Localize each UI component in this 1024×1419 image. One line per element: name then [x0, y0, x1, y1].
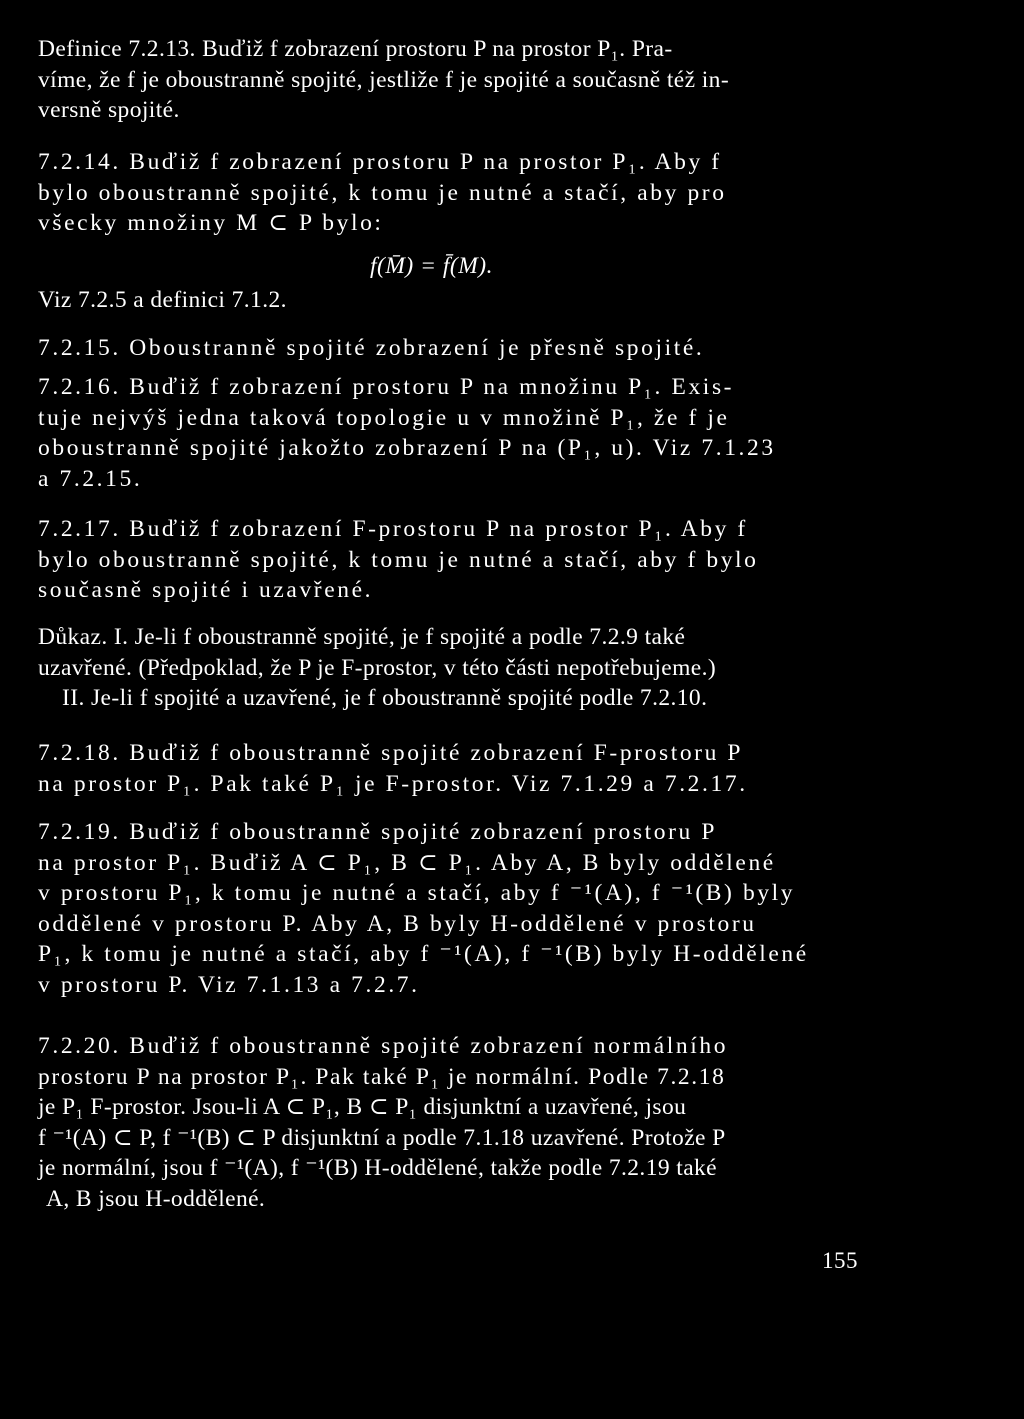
text-line: 7.2.15. Oboustranně spojité zobrazení je přesně spojité. — [38, 335, 705, 361]
text-line: bylo oboustranně spojité, k tomu je nutné a stačí, aby f bylo — [38, 546, 759, 573]
text-line: na prostor P₁. Pak také P₁ je F-prostor. Viz 7.1.29 a 7.2.17. — [38, 770, 748, 797]
text-line: f ⁻¹(A) ⊂ P, f ⁻¹(B) ⊂ P disjunktní a podle 7.1.18 uzavřené. Protože P — [38, 1124, 726, 1151]
theorem-7-2-16 — [38, 372, 866, 494]
text-line: v prostoru P₁, k tomu je nutné a stačí, aby f ⁻¹(A), f ⁻¹(B) byly — [38, 880, 796, 906]
text-line: II. Je-li f spojité a uzavřené, je f oboustranně spojité podle 7.2.10. — [62, 685, 708, 711]
proof-7-2-17 — [38, 622, 866, 714]
text-line: versně spojité. — [38, 97, 180, 123]
text-line: všecky množiny M ⊂ P bylo: — [38, 210, 384, 236]
text-line: oddělené v prostoru P. Aby A, B byly H-oddělené v prostoru — [38, 910, 757, 937]
page-number: 155 — [822, 1248, 858, 1273]
definition-7-2-13 — [38, 34, 866, 126]
theorem-7-2-15 — [38, 333, 866, 364]
text-line: 7.2.17. Buďiž f zobrazení F-prostoru P na prostor P₁. Aby f — [38, 516, 748, 542]
text-line: P₁, k tomu je nutné a stačí, aby f ⁻¹(A), f ⁻¹(B) byly H-oddělené — [38, 941, 809, 967]
text-line: a 7.2.15. — [38, 465, 143, 492]
text-line: je normální, jsou f ⁻¹(A), f ⁻¹(B) H-oddělené, takže podle 7.2.19 také — [38, 1155, 718, 1181]
text-line: na prostor P₁. Buďiž A ⊂ P₁, B ⊂ P₁. Aby A, B byly oddělené — [38, 849, 776, 876]
text-line: 7.2.19. Buďiž f oboustranně spojité zobrazení prostoru P — [38, 819, 717, 845]
text-line: víme, že f je oboustranně spojité, jestliže f je spojité a současně též in- — [38, 66, 730, 93]
text-line: oboustranně spojité jakožto zobrazení P na (P₁, u). Viz 7.1.23 — [38, 435, 776, 461]
text-line: uzavřené. (Předpoklad, že P je F-prostor, v této části nepotřebujeme.) — [38, 654, 717, 681]
theorem-7-2-14 — [38, 147, 866, 239]
text-line: bylo oboustranně spojité, k tomu je nutné a stačí, aby pro — [38, 179, 727, 206]
theorem-7-2-20 — [38, 1031, 866, 1214]
reference-7-2-14 — [38, 285, 866, 316]
text-line: současně spojité i uzavřené. — [38, 577, 374, 603]
text-line: 7.2.14. Buďiž f zobrazení prostoru P na prostor P₁. Aby f — [38, 149, 722, 175]
text-line: Viz 7.2.5 a definici 7.1.2. — [38, 287, 287, 313]
text-line: 7.2.18. Buďiž f oboustranně spojité zobrazení F-prostoru P — [38, 740, 744, 766]
text-line: tuje nejvýš jedna taková topologie u v množině P₁, že f je — [38, 404, 730, 431]
text-line: Důkaz. I. Je-li f oboustranně spojité, je f spojité a podle 7.2.9 také — [38, 624, 686, 650]
text-line: je P₁ F-prostor. Jsou-li A ⊂ P₁, B ⊂ P₁ disjunktní a uzavřené, jsou — [38, 1094, 687, 1120]
theorem-7-2-19 — [38, 817, 866, 1000]
theorem-7-2-17 — [38, 514, 866, 606]
text-line: A, B jsou H-oddělené. — [46, 1185, 266, 1212]
formula: f(M̄) = f̄(M). — [370, 253, 493, 279]
text-line: 7.2.20. Buďiž f oboustranně spojité zobrazení normálního — [38, 1033, 729, 1059]
theorem-7-2-18 — [38, 738, 866, 799]
text-line: Definice 7.2.13. Buďiž f zobrazení prostoru P na prostor P₁. Pra- — [38, 36, 673, 62]
text-line: prostoru P na prostor P₁. Pak také P₁ je normální. Podle 7.2.18 — [38, 1063, 726, 1090]
text-line: 7.2.16. Buďiž f zobrazení prostoru P na množinu P₁. Exis- — [38, 374, 735, 400]
text-line: v prostoru P. Viz 7.1.13 a 7.2.7. — [38, 971, 420, 998]
